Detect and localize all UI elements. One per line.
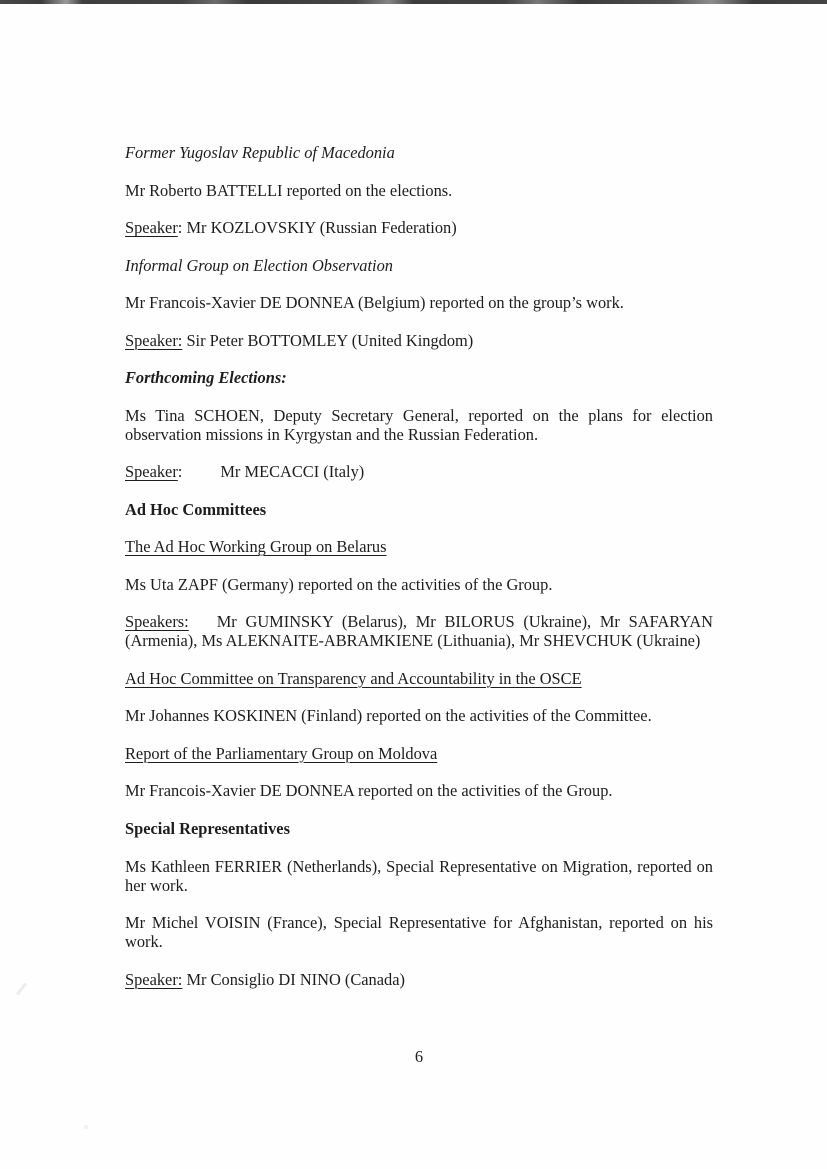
speaker-line [125,218,713,237]
paragraph-line: observation missions in Kyrgystan and the Russian Federation. [125,424,539,444]
paragraph-line: Mr Michel VOISIN (France), Special Representative for Afghanistan, reported on his [125,913,713,932]
speaker-names: Mr KOZLOVSKIY (Russian Federation) [182,218,457,237]
speaker-colon: : [177,218,183,237]
paragraph-line: work. [125,932,163,951]
speakers-line [125,612,713,650]
scan-artifact-top-bar [0,0,827,4]
paragraph-line [125,612,713,631]
speaker-label: Speaker [125,218,178,237]
speaker-names: Sir Peter BOTTOMLEY (United Kingdom) [182,330,474,350]
paragraph-line: Ms Tina SCHOEN, Deputy Secretary General, reported on the plans for election [125,405,713,425]
report-paragraph: Mr Johannes KOSKINEN (Finland) reported on the activities of the Committee. [125,706,652,725]
speaker-line [125,462,713,481]
report-paragraph: Mr Roberto BATTELLI reported on the elections. [125,180,453,200]
speakers-label: Speakers: [125,612,189,631]
country-heading: Former Yugoslav Republic of Macedonia [125,143,395,162]
scan-artifact-scratch [16,983,27,996]
report-paragraph: Ms Uta ZAPF (Germany) reported on the activities of the Group. [125,574,553,594]
report-paragraph: Mr Francois-Xavier DE DONNEA reported on the activities of the Group. [125,781,613,800]
subsection-heading-belarus-group: The Ad Hoc Working Group on Belarus [125,537,387,556]
report-paragraph [125,406,713,444]
speaker-label: Speaker: [125,330,183,350]
paragraph-line: Ms Kathleen FERRIER (Netherlands), Special Representative on Migration, reported on [125,856,713,876]
speaker-names: Mr Consiglio DI NINO (Canada) [182,969,405,989]
speaker-line [125,970,713,989]
report-paragraph: Mr Francois-Xavier DE DONNEA (Belgium) reported on the group’s work. [125,293,624,312]
document-body [125,143,713,1007]
subsection-heading-moldova-group: Report of the Parliamentary Group on Moldova [125,743,438,763]
speaker-line [125,331,713,350]
speaker-label: Speaker [125,462,178,481]
paragraph-line: her work. [125,875,188,895]
report-paragraph [125,857,713,895]
speaker-names: Mr GUMINSKY (Belarus), Mr BILORUS (Ukraine), Mr SAFARYAN [216,612,713,631]
speaker-label: Speaker: [125,969,183,989]
section-heading-ad-hoc-committees: Ad Hoc Committees [125,499,267,519]
paragraph-line: (Armenia), Ms ALEKNAITE-ABRAMKIENE (Lithuania), Mr SHEVCHUK (Ukraine) [125,631,701,650]
section-heading-forthcoming-elections: Forthcoming Elections: [125,368,287,387]
group-heading: Informal Group on Election Observation [125,255,393,275]
report-paragraph [125,913,713,951]
speaker-colon: : [177,462,183,481]
scan-artifact-speck [84,1125,88,1129]
speaker-names: Mr MECACCI (Italy) [220,462,365,481]
section-heading-special-representatives: Special Representatives [125,819,290,838]
subsection-heading-transparency-committee: Ad Hoc Committee on Transparency and Accountability in the OSCE [125,668,582,688]
page-number: 6 [414,1047,424,1066]
